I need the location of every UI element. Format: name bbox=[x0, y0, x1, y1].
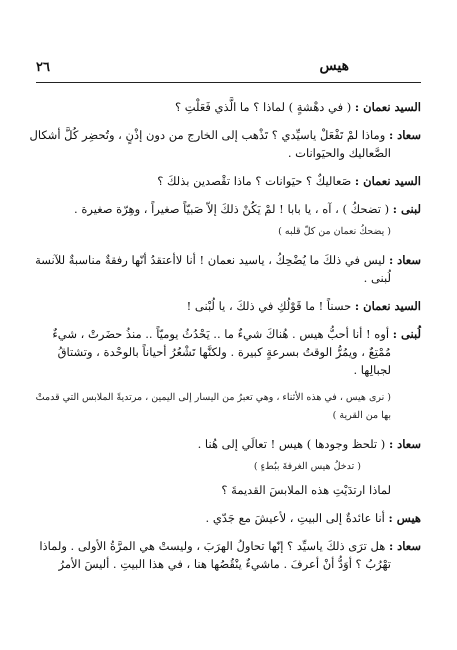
line-continuation: تهْرُبُ ؟ أوَدُّ أنْ أعرفَ . ماشيءٌ ينْقُصُها هنا ، في هذا البيتِ . أليسَ الأمرُ bbox=[58, 557, 391, 571]
line-text: حسناً ! ما قَوْلُكِ في ذلكَ ، يا لُبْنى ! bbox=[186, 299, 355, 313]
line-text: هل ترَى ذلكَ ياسيِّد ؟ إنّها تحاولُ الهرَبَ ، وليستْ هي المرَّةُ الأولى . ولماذا bbox=[39, 539, 389, 553]
speaker-name: لبنى : bbox=[392, 202, 421, 216]
speaker-name: السيد نعمان : bbox=[354, 299, 421, 313]
line-continuation: لجبالِها . bbox=[353, 363, 391, 377]
stage-direction: ( يضحكُ نعمان من كلّ قلبه ) bbox=[278, 226, 391, 237]
line-text: أنا عائدةٌ إلى البيتِ ، لأعيشَ مع جَدّي . bbox=[205, 511, 389, 525]
stage-direction-continuation: بها من القرية ) bbox=[332, 410, 391, 421]
line-text: ( تلحظ وجودها ) هيس ! تعالَي إلى هُنا . bbox=[197, 437, 389, 451]
line-text: وماذا لمْ تَفْعَلْ ياسيِّدي ؟ تَذْهب إلى الخارج من دون إذْنٍ ، وتُحضِر كُلَّ أشكال bbox=[29, 128, 389, 142]
dialogue-line bbox=[28, 435, 421, 453]
line-continuation: مُمْتِعٌ ، ويمُرُّ الوقتُ بسرعةٍ كبيرة . ولكنَّها تَشْعُرُ أحياناً بالوحْدة ، وتشتاقُ bbox=[57, 345, 391, 359]
dialogue-line bbox=[28, 126, 421, 162]
speaker-name: سعاد : bbox=[388, 437, 421, 451]
speaker-name: لُبنى : bbox=[392, 327, 421, 341]
stage-direction-text: ( نرى هيس ، في هذه الأثناء ، وهي تعبرُ من اليسار إلى اليمين ، مرتديةً الملابس التي قدمتْ bbox=[35, 392, 391, 403]
line-text: ( في دهْشةٍ ) لماذا ؟ ما الَّذي فَعَلْتِ ؟ bbox=[174, 100, 355, 114]
stage-direction bbox=[28, 389, 421, 425]
dialogue-line bbox=[28, 297, 421, 315]
speaker-name: السيد نعمان : bbox=[354, 174, 421, 188]
stage-direction: ( تدخلُ هيس الغرفةَ ببُطءٍ ) bbox=[253, 461, 361, 472]
dialogue-line bbox=[28, 509, 421, 527]
dialogue-line bbox=[28, 98, 421, 116]
speaker-name: سعاد : bbox=[388, 128, 421, 142]
line-text: ليس في ذلكَ ما يُضْحِكُ ، ياسيد نعمان ! أنا لاأعتقدُ أنّها رفقةٌ مناسبةٌ للآنسة bbox=[35, 253, 389, 267]
dialogue-line bbox=[28, 251, 421, 287]
speaker-name: السيد نعمان : bbox=[354, 100, 421, 114]
dialogue-line: لماذا ارتدَيْتِ هذه الملابسَ القديمةَ ؟ bbox=[221, 483, 391, 497]
speaker-name: سعاد : bbox=[388, 253, 421, 267]
line-continuation: الصَّعاليك والحيَوانات . bbox=[287, 146, 391, 160]
line-text: أوه ! أنا أحبُّ هيس . هُناكَ شيءٌ ما .. يَحْدُثُ يوميّاً .. منذُ حضَرتْ ، شيءٌ bbox=[52, 327, 393, 341]
running-title: هيس bbox=[319, 58, 349, 74]
dialogue-line bbox=[28, 537, 421, 573]
play-text bbox=[28, 98, 421, 578]
line-text: ( تضحكُ ) ، آه ، يا بابا ! لمْ يَكُنْ ذلكَ إلاّ صَبيّاً صغيراً ، وهِرّة صغيرة . bbox=[74, 202, 393, 216]
page-header bbox=[36, 56, 421, 83]
speaker-name: هيس : bbox=[388, 511, 421, 525]
dialogue-line bbox=[28, 200, 421, 218]
speaker-name: سعاد : bbox=[388, 539, 421, 553]
dialogue-line bbox=[28, 325, 421, 379]
page-number: ٢٦ bbox=[36, 60, 50, 75]
line-continuation: لُبنى . bbox=[363, 271, 391, 285]
line-text: صَعاليكٌ ؟ حيَوانات ؟ ماذا تقْصدين بذلكَ ؟ bbox=[157, 174, 355, 188]
dialogue-line bbox=[28, 172, 421, 190]
